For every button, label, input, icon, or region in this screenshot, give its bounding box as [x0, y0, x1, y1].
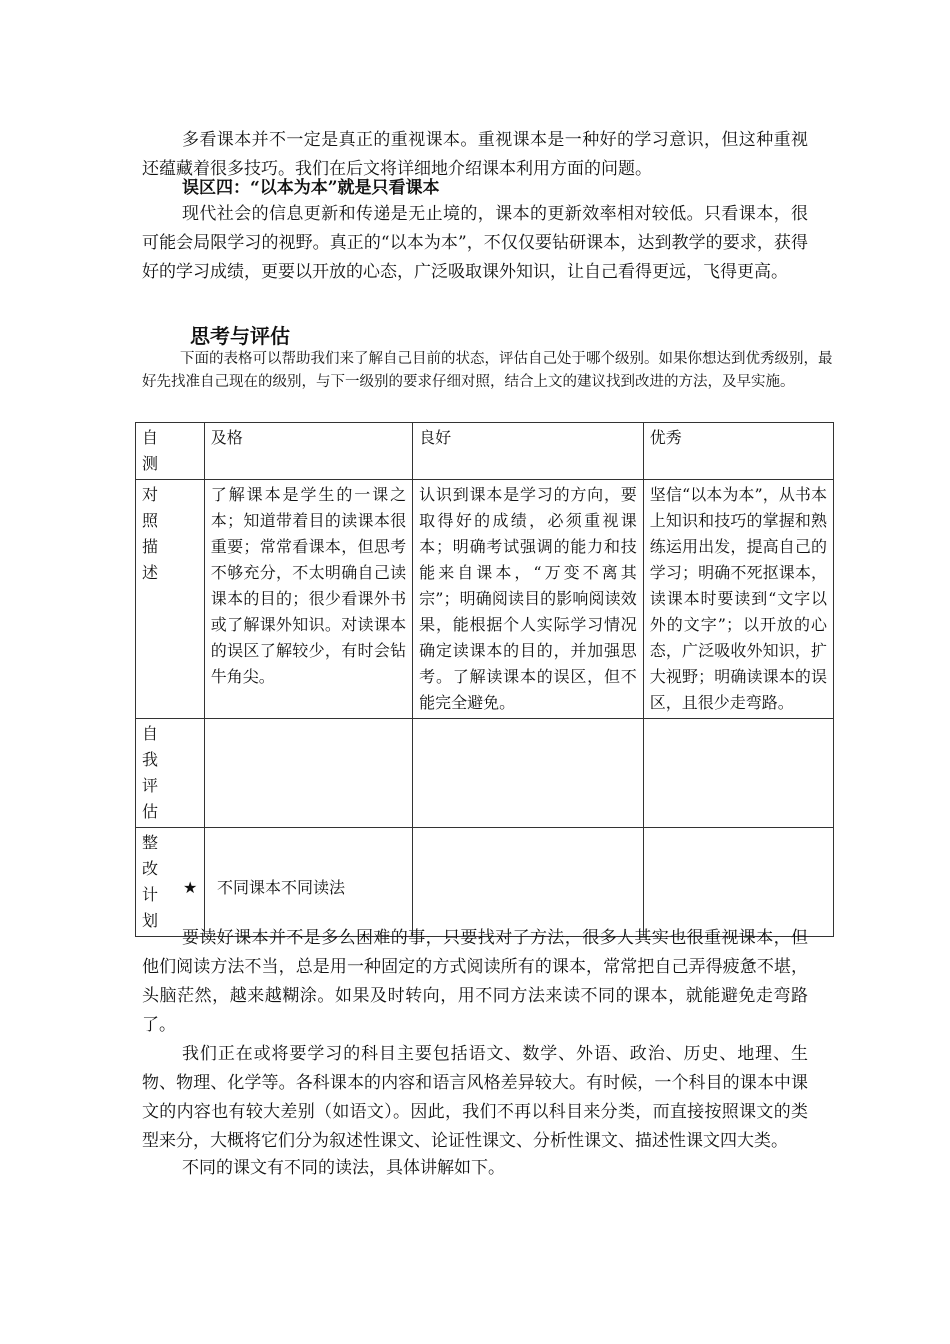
header-pass: 及格 [204, 423, 412, 480]
paragraph-5: 不同的课文有不同的读法，具体讲解如下。 [182, 1158, 505, 1178]
row-label-improvement-plan: 整改计划 [136, 828, 205, 937]
paragraph-1: 多看课本并不一定是真正的重视课本。重视课本是一种好的学习意识，但这种重视还蕴藏着很多技巧。我们在后文将详细地介绍课本利用方面的问题。 [142, 130, 808, 179]
paragraph-3: 要读好课本并不是多么困难的事，只要找对了方法，很多人其实也很重视课本，但他们阅读方法不当，总是用一种固定的方式阅读所有的课本，常常把自己弄得疲惫不堪，头脑茫然，越来越糊涂。如果及时转向，用不同方法来读不同的课本，就能避免走弯路了。 [142, 928, 808, 1035]
star-icon: ★ [183, 878, 198, 897]
cell-excellent-self-assessment[interactable] [643, 719, 833, 828]
evaluation-table [135, 422, 834, 937]
header-good: 良好 [413, 423, 644, 480]
row-label-description: 对照描述 [136, 480, 205, 719]
cell-pass-self-assessment[interactable] [204, 719, 412, 828]
cell-excellent-improvement-plan[interactable] [643, 828, 833, 937]
paragraph-4: 我们正在或将要学习的科目主要包括语文、数学、外语、政治、历史、地理、生物、物理、化学等。各科课本的内容和语言风格差异较大。有时候，一个科目的课本中课文的内容也有较大差别（如语文）。因此，我们不再以科目来分类，而直接按照课文的类型来分，大概将它们分为叙述性课文、论证性课文、分析性课文、描述性课文四大类。 [142, 1044, 808, 1151]
header-excellent: 优秀 [643, 423, 833, 480]
cell-good-description: 认识到课本是学习的方向，要取得好的成绩，必须重视课本；明确考试强调的能力和技能来自课本，“万变不离其宗”；明确阅读目的影响阅读效果，能根据个人实际学习情况确定读课本的目的，并加强思考。了解读课本的误区，但不能完全避免。 [413, 480, 644, 719]
cell-excellent-description: 坚信“以本为本”，从书本上知识和技巧的掌握和熟练运用出发，提高自己的学习；明确不死抠课本，读课本时要读到“文字以外的文字”；以开放的心态，广泛吸收外知识，扩大视野；明确读课本的误区，且很少走弯路。 [643, 480, 833, 719]
cell-good-self-assessment[interactable] [413, 719, 644, 828]
section-title: 思考与评估 [190, 324, 290, 348]
star-section-heading [183, 875, 345, 898]
paragraph-2: 现代社会的信息更新和传递是无止境的，课本的更新效率相对较低。只看课本，很可能会局限学习的视野。真正的“以本为本”，不仅仅要钻研课本，达到教学的要求，获得好的学习成绩，更要以开放的心态，广泛吸取课外知识，让自己看得更远，飞得更高。 [142, 204, 808, 282]
table-row-description [136, 480, 834, 719]
table-row-self-assessment [136, 719, 834, 828]
cell-good-improvement-plan[interactable] [413, 828, 644, 937]
cell-pass-description: 了解课本是学生的一课之本；知道带着目的读课本很重要；常常看课本，但思考不够充分，不太明确自己读课本的目的；很少看课外书或了解课外知识。对读课本的误区了解较少，有时会钻牛角尖。 [204, 480, 412, 719]
table-header-row [136, 423, 834, 480]
section-intro: 下面的表格可以帮助我们来了解自己目前的状态，评估自己处于哪个级别。如果你想达到优秀级别，最好先找准自己现在的级别，与下一级别的要求仔细对照，结合上文的建议找到改进的方法，及早实施。 [142, 351, 833, 390]
row-label-self-assessment: 自我评估 [136, 719, 205, 828]
star-section-title: 不同课本不同读法 [217, 878, 346, 897]
header-self-test: 自测 [136, 423, 205, 480]
misconception-4-heading: 误区四：“以本为本”就是只看课本 [182, 178, 440, 198]
